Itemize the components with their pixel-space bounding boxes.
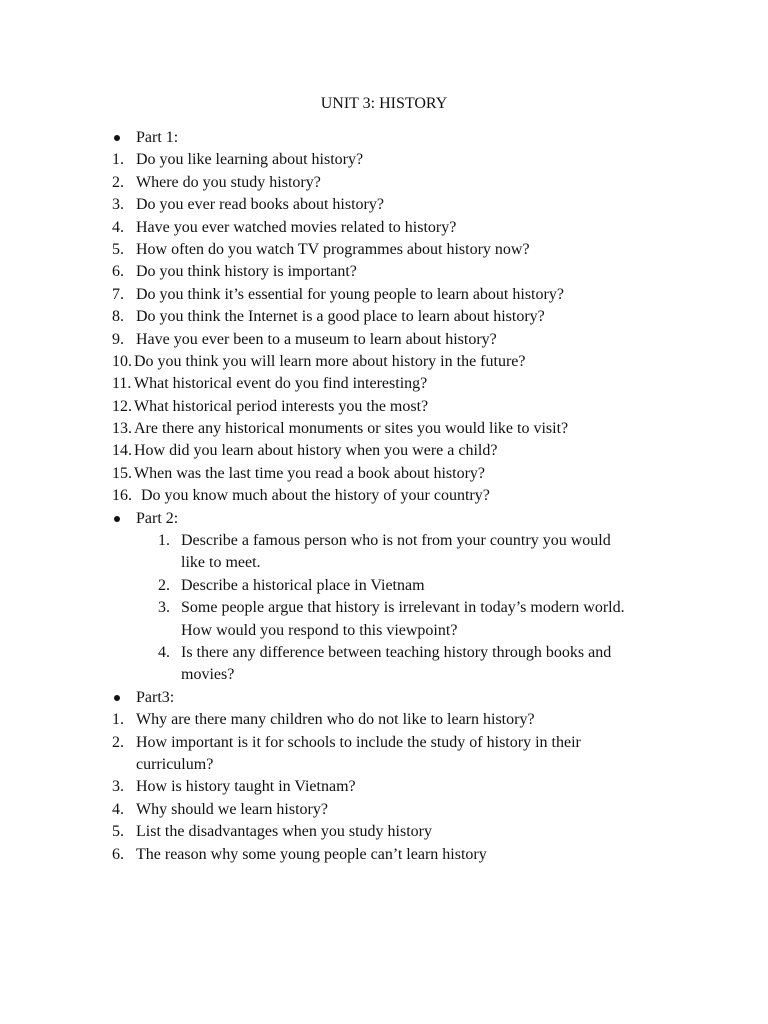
bullet-icon — [114, 135, 120, 141]
item-number: 4. — [158, 643, 170, 661]
question-number: 6. — [112, 263, 124, 281]
question-number: 2. — [112, 733, 124, 751]
part2-item-continuation — [0, 620, 768, 642]
part1-question — [0, 418, 768, 440]
part1-question — [0, 463, 768, 485]
question-number: 5. — [112, 823, 124, 841]
item-number: 3. — [158, 599, 170, 617]
part2-item — [0, 597, 768, 619]
part3-question — [0, 844, 768, 866]
item-text: Is there any difference between teaching history through books and — [181, 643, 612, 661]
part1-question — [0, 284, 768, 306]
question-text: What historical event do you find interesting? — [134, 375, 428, 393]
question-number: 4. — [112, 218, 124, 236]
part1-question — [0, 306, 768, 328]
question-number: 12. — [112, 397, 132, 415]
question-text: Do you think the Internet is a good place to learn about history? — [136, 308, 545, 326]
question-text: Do you think you will learn more about history in the future? — [134, 352, 526, 370]
question-number: 14. — [112, 442, 132, 460]
item-text: Some people argue that history is irrelevant in today’s modern world. — [181, 599, 625, 617]
part1-question — [0, 440, 768, 462]
document-title: UNIT 3: HISTORY — [320, 95, 448, 112]
question-number: 7. — [112, 285, 124, 303]
question-number: 15. — [112, 464, 132, 482]
question-number: 1. — [112, 711, 124, 729]
question-number: 8. — [112, 308, 124, 326]
question-text: Do you think history is important? — [136, 263, 357, 281]
item-text: Describe a historical place in Vietnam — [181, 576, 425, 594]
part2-item-continuation — [0, 552, 768, 574]
question-text: Have you ever watched movies related to history? — [136, 218, 457, 236]
question-text: Do you ever read books about history? — [136, 196, 384, 214]
question-text: The reason why some young people can’t learn history — [136, 845, 487, 863]
part1-question — [0, 217, 768, 239]
part1-question — [0, 396, 768, 418]
question-number: 10. — [112, 352, 132, 370]
part1-question — [0, 351, 768, 373]
part3-question — [0, 732, 768, 754]
part3-question — [0, 709, 768, 731]
part1-question — [0, 149, 768, 171]
part3-question — [0, 776, 768, 798]
question-text: How is history taught in Vietnam? — [136, 778, 356, 796]
question-text: Have you ever been to a museum to learn about history? — [136, 330, 497, 348]
part2-item — [0, 575, 768, 597]
item-text-continued: How would you respond to this viewpoint? — [181, 621, 458, 639]
part1-header — [0, 127, 768, 149]
question-number: 5. — [112, 240, 124, 258]
part3-label: Part3: — [136, 688, 175, 706]
question-text: Why should we learn history? — [136, 800, 328, 818]
item-text-continued: movies? — [181, 666, 235, 684]
part2-header — [0, 508, 768, 530]
question-number: 16. — [112, 487, 132, 505]
question-number: 2. — [112, 173, 124, 191]
bullet-icon — [114, 695, 120, 701]
question-number: 9. — [112, 330, 124, 348]
item-text-continued: like to meet. — [181, 554, 261, 572]
question-text: Why are there many children who do not like to learn history? — [136, 711, 535, 729]
question-text: How often do you watch TV programmes about history now? — [136, 240, 530, 258]
question-text: List the disadvantages when you study history — [136, 823, 432, 841]
part1-question — [0, 485, 768, 507]
question-text: Where do you study history? — [136, 173, 321, 191]
question-text: Do you like learning about history? — [136, 151, 364, 169]
part1-question — [0, 172, 768, 194]
item-number: 1. — [158, 532, 170, 550]
part1-question — [0, 373, 768, 395]
question-number: 6. — [112, 845, 124, 863]
part1-question — [0, 261, 768, 283]
question-text: How did you learn about history when you were a child? — [134, 442, 498, 460]
part2-item — [0, 530, 768, 552]
part3-question — [0, 799, 768, 821]
part1-question — [0, 329, 768, 351]
part3-question-continuation — [0, 754, 768, 776]
part3-header — [0, 687, 768, 709]
question-number: 1. — [112, 151, 124, 169]
question-text: How important is it for schools to include the study of history in their — [136, 733, 581, 751]
part2-item — [0, 642, 768, 664]
question-number: 11. — [112, 375, 132, 393]
document-content — [0, 127, 768, 866]
question-text: Do you think it’s essential for young people to learn about history? — [136, 285, 564, 303]
question-text-continued: curriculum? — [136, 755, 214, 773]
question-number: 4. — [112, 800, 124, 818]
item-number: 2. — [158, 576, 170, 594]
item-text: Describe a famous person who is not from your country you would — [181, 532, 611, 550]
part2-item-continuation — [0, 664, 768, 686]
part3-question — [0, 821, 768, 843]
question-text: When was the last time you read a book about history? — [134, 464, 486, 482]
question-number: 13. — [112, 420, 132, 438]
question-text: What historical period interests you the most? — [134, 397, 429, 415]
part1-label: Part 1: — [136, 129, 179, 146]
question-text: Are there any historical monuments or sites you would like to visit? — [134, 420, 569, 438]
part1-question — [0, 239, 768, 261]
question-text: Do you know much about the history of your country? — [141, 487, 490, 505]
part1-question — [0, 194, 768, 216]
question-number: 3. — [112, 778, 124, 796]
question-number: 3. — [112, 196, 124, 214]
part2-label: Part 2: — [136, 509, 179, 527]
bullet-icon — [114, 516, 120, 522]
